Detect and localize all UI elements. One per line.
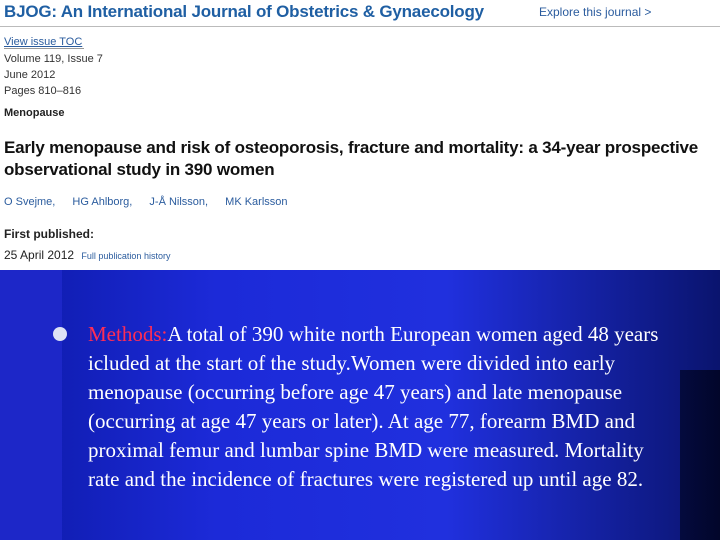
journal-title[interactable]: BJOG: An International Journal of Obstetrics & Gynaecology — [4, 2, 484, 21]
methods-label: Methods: — [88, 322, 168, 346]
article-title: Early menopause and risk of osteoporosis, fracture and mortality: a 34-year prospective observational study in 390 women — [4, 138, 699, 179]
methods-text: A total of 390 white north European women aged 48 years icluded at the start of the study.Women were divided into early menopause (occurring before age 47 years) and late menopause (occurring at age 47 years or later). At age 77, forearm BMD and proximal femur and lumbar spine BMD were measured. Mortality rate and the incidence of fractures were registered up until age 82. — [88, 322, 659, 491]
methods-paragraph — [88, 320, 678, 494]
header-divider — [0, 26, 720, 27]
publication-history-link[interactable]: Full publication history — [81, 251, 171, 261]
first-published-date: 25 April 2012 — [4, 248, 75, 262]
page-range: Pages 810–816 — [4, 85, 82, 97]
explore-journal-link[interactable]: Explore this journal > — [539, 5, 652, 19]
author-link[interactable]: J-Å Nilsson, — [149, 196, 209, 208]
author-list — [4, 196, 302, 208]
journal-header — [0, 0, 720, 28]
issue-date: June 2012 — [4, 69, 56, 81]
slide-side-band — [0, 270, 62, 540]
first-published-label: First published: — [4, 227, 94, 241]
view-issue-toc-link[interactable]: View issue TOC — [4, 36, 83, 48]
author-link[interactable]: HG Ahlborg, — [72, 196, 133, 208]
article-section: Menopause — [4, 107, 65, 119]
volume-issue: Volume 119, Issue 7 — [4, 53, 103, 65]
author-link[interactable]: O Svejme, — [4, 196, 56, 208]
bullet-icon — [53, 327, 67, 341]
slide-corner-shade — [680, 370, 720, 540]
slide-content-area — [0, 270, 720, 540]
first-published-row — [4, 248, 170, 262]
author-link[interactable]: MK Karlsson — [225, 196, 288, 208]
